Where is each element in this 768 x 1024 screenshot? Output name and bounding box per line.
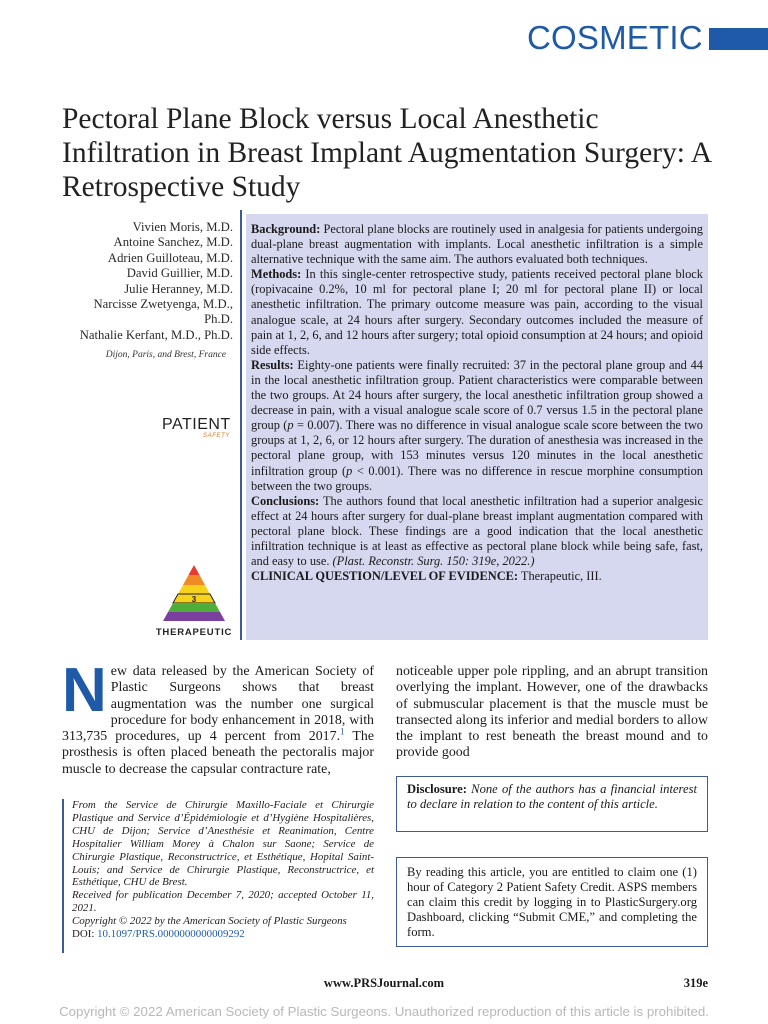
author: Ph.D. xyxy=(204,312,233,327)
received-dates: Received for publication December 7, 2020; accepted October 11, 2021. xyxy=(72,889,374,915)
citation: (Plast. Reconstr. Surg. 150: 319e, 2022.) xyxy=(329,554,535,569)
author: Vivien Moris, M.D. xyxy=(132,220,233,234)
author: David Guillier, M.D. xyxy=(126,266,233,281)
patient-safety-logo-main: PATIENT xyxy=(162,416,231,433)
body-column-2: noticeable upper pole rippling, and an abrupt transition overlying the implant. However, one of the drawbacks of submuscular placement is that the muscle must be transected along its inferior and medial borders to allow the implant to rest beneath the breast mound and to provide good xyxy=(396,664,708,761)
patient-safety-logo-sub: SAFETY xyxy=(203,433,230,439)
abstract-methods: Methods: In this single-center retrospective study, patients received pectoral plane block (ropivacaine 0.2%, 10 ml for pectoral plane I; 20 ml for pectoral plane II) or local anesthetic infiltration. The primary outcome measure was pain, according to the visual analogue scale, at 24 hours after surgery. Secondary outcomes included the measure of pain at 1, 2, 6, and 12 hours after surgery; total opioid consumption at 24 hours; and opioid side effects. xyxy=(251,267,703,357)
author: Narcisse Zwetyenga, M.D., xyxy=(93,297,233,312)
doi: DOI: 10.1097/PRS.0000000000009292 xyxy=(72,928,245,941)
column-divider xyxy=(240,210,242,640)
author: Julie Heranney, M.D. xyxy=(124,281,233,296)
footnote-accent-bar xyxy=(62,799,64,953)
abstract-conclusions: Conclusions: The authors found that local anesthetic infiltration had a superior analgesic effect at 24 hours after surgery for dual-plane breast implant augmentation compared with pectoral plane block. These findings are a good indication that the local anesthetic infiltration technique is at least as effective as pectoral plane block while being safe, fast, and easy to use. (Plast. Reconstr. Surg. 150: 319e, 2022.) xyxy=(251,493,703,569)
affiliation-footnote: From the Service de Chirurgie Maxillo-Faciale et Chirurgie Plastique and Service d’Épidémiologie et d’Hygiène Hospitalières, CHU de Dijon; Service d’Anesthésie et Reanimation, Centre Hospitalier William Morey à Chalon sur Saone; Service de Chirurgie Plastique, Reconstructrice, et Esthétique, Hopital Saint-Louis; and Service de Chirurgie Plastique, Reconstructrice, et Esthétique, CHU de Brest. Received for publication December 7, 2020; accepted October 11, 2021. Copyright © 2022 by the American Society of Plastic Surgeons DOI: 10.1097/PRS.0000000000009292 xyxy=(72,799,374,941)
journal-url[interactable]: www.PRSJournal.com xyxy=(323,976,445,990)
patient-safety-logo xyxy=(162,417,232,443)
affiliation-locations: Dijon, Paris, and Brest, France xyxy=(105,350,226,360)
author: Adrien Guilloteau, M.D. xyxy=(107,250,233,265)
body-column-1: New data released by the American Society of Plastic Surgeons shows that breast augmentation was the number one surgical procedure for body enhancement in 2018, with 313,735 procedures, up 4 percent from 2017.$^1$ The prosthesis is often placed beneath the pectoralis major muscle to decrease the capsular contracture rate, xyxy=(62,656,374,777)
section-label: COSMETIC xyxy=(527,19,703,56)
section-accent-bar xyxy=(709,28,768,50)
author: Antoine Sanchez, M.D. xyxy=(113,235,233,250)
reference-link[interactable]: 1 xyxy=(340,726,345,737)
author-list xyxy=(30,220,233,343)
page-number: 319e xyxy=(683,976,708,990)
abstract-clinical-question: CLINICAL QUESTION/LEVEL OF EVIDENCE: Therapeutic, III. xyxy=(251,569,602,584)
evidence-level-number: 3 xyxy=(191,595,197,604)
copyright-notice: Copyright © 2022 American Society of Plastic Surgeons. Unauthorized reproduction of this article is prohibited. xyxy=(59,1004,709,1019)
abstract-results: Results: Eighty-one patients were finally recruited: 37 in the pectoral plane group and 44 in the local anesthetic infiltration group. Patient characteristics were comparable between the two groups. At 24 hours after surgery, the local anesthetic infiltration group showed a decrease in pain, with a visual analogue scale score of 0.7 versus 1.5 in the pectoral plane group (p = 0.007). There was no difference in visual analogue scale score between the two groups at 1, 2, 6, or 12 hours after surgery. The duration of anesthesia was increased in the pectoral plane group, with 153 minutes versus 120 minutes in the local anesthetic infiltration group (p < 0.001). There was no difference in rescue morphine consumption between the two groups. xyxy=(251,357,703,493)
abstract-box xyxy=(246,214,708,640)
article-title: Pectoral Plane Block versus Local Anesthetic Infiltration in Breast Implant Augmentation Surgery: A Retrospective Study xyxy=(62,103,711,203)
evidence-label: THERAPEUTIC xyxy=(155,627,233,638)
author: Nathalie Kerfant, M.D., Ph.D. xyxy=(79,327,233,342)
cme-box: By reading this article, you are entitled to claim one (1) hour of Category 2 Patient Safety Credit. ASPS members can claim this credit by logging in to PlasticSurgery.org Dashboard, clicking “Submit CME,” and completing the form. xyxy=(396,857,708,947)
abstract-background: Background: Pectoral plane blocks are routinely used in analgesia for patients undergoing dual-plane breast augmentation with implants. Local anesthetic infiltration is a simple alternative technique with the same aim. The authors evaluated both techniques. xyxy=(251,222,703,267)
drop-cap: N xyxy=(62,656,107,725)
copyright-line: Copyright © 2022 by the American Society of Plastic Surgeons xyxy=(72,915,347,928)
doi-link[interactable]: 10.1097/PRS.0000000000009292 xyxy=(97,928,245,941)
disclosure-box: Disclosure: None of the authors has a financial interest to declare in relation to the content of this article. xyxy=(396,776,708,832)
